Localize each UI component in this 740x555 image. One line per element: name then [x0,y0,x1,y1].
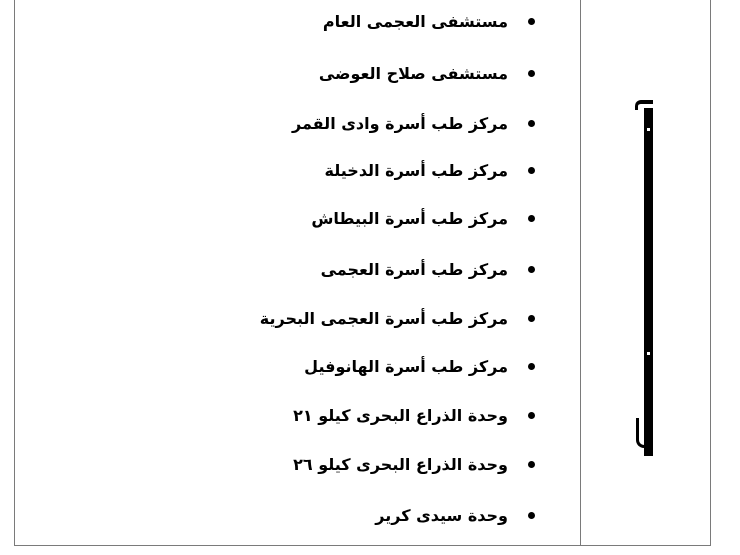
side-heading-cell [582,0,710,545]
list-item [325,157,535,183]
bullet-icon [528,215,535,222]
list-item [321,256,535,282]
list-item-label: مركز طب أسرة الدخيلة [324,160,508,180]
bullet-icon [528,266,535,273]
list-item [293,451,535,477]
calligraphy-tail-mark [636,418,646,448]
bullet-icon [528,363,535,370]
list-item [304,353,535,379]
list-item-label: مستشفى صلاح العوضى [318,63,508,83]
bullet-icon [528,412,535,419]
list-item [311,205,535,231]
column-divider [580,0,581,545]
calligraphy-dot-mark [647,128,650,131]
list-item [292,110,535,136]
list-item-label: مستشفى العجمى العام [322,11,508,31]
list-item [260,305,535,331]
facilities-list-cell [15,0,580,545]
bullet-icon [528,167,535,174]
list-item-label: وحدة الذراع البحرى كيلو ٢٦ [293,454,508,474]
bullet-icon [528,315,535,322]
list-item-label: مركز طب أسرة العجمى البحرية [259,308,508,328]
bullet-icon [528,120,535,127]
list-item-label: وحدة سيدى كرير [375,505,508,525]
list-item [323,8,535,34]
list-item-label: مركز طب أسرة العجمى [320,259,508,279]
bullet-icon [528,70,535,77]
bullet-icon [528,512,535,519]
list-item [319,60,535,86]
list-item [375,502,535,528]
bullet-icon [528,461,535,468]
list-item-label: وحدة الذراع البحرى كيلو ٢١ [293,405,508,425]
calligraphy-dot-mark [647,352,650,355]
facilities-table [14,0,711,546]
list-item-label: مركز طب أسرة وادى القمر [291,113,508,133]
list-item-label: مركز طب أسرة البيطاش [311,208,508,228]
list-item-label: مركز طب أسرة الهانوفيل [304,356,508,376]
bullet-icon [528,18,535,25]
list-item [293,402,535,428]
vertical-calligraphy-bar [644,108,653,456]
